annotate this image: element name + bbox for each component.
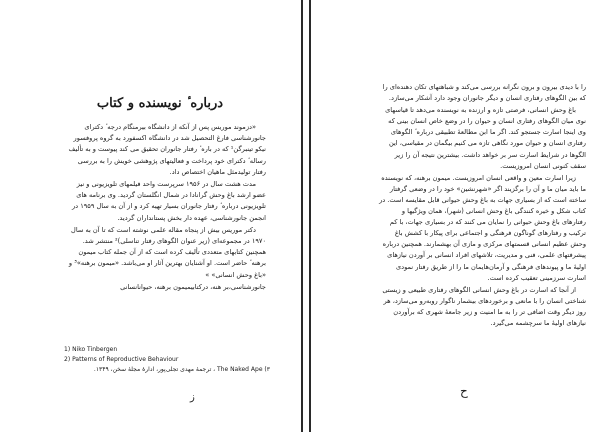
paragraph: زیرا اسارت معین و واقعی انسان امروزیست. میمون برهنه، که نویسنده ما باید میان ما و آن را برگزیند اگر «شهرنشین» خود را در وضعی گرفتار ساخته است که از بسیاری جهات به باغ وحش حیوانی قابل مقایسه است. در کتاب شکل و خیره کنندگی باغ وحش انسانی (شهر)، همان ویژگیها و رفتارهای باغ وحش حیوانی را نمایان می کنند که در بسیاری جهات، با کم ترکیب و رفتارهای گوناگون فرهنگی و اجتماعی برای پیکار با کشش باغ وحش عظیم انسانی قسمتهای مرکزی و مازی آن بهشمارند. همچنین درباره پیشرفتهای علمی، فنی و مدیریت، تلاشهای افراد انسانی بر آوردن نیازهای اولیهٔ ما و پیوندهای فرهنگی و آرمان‌هایمان ما را از طریق رفتار نمودی اسارت سرزمینی تعقیب کرده است. xyxy=(379,173,586,282)
section-heading: درباره ٔ نویسنده و کتاب xyxy=(96,96,224,111)
left-body-text xyxy=(66,122,266,294)
footnote: 2) Patterns of Reproductive Behaviour xyxy=(64,356,179,363)
paragraph: مدت هشت سال در ۱۹۵۶ سرپرست واحد فیلمهای تلویزیونی و نیز عضو ارشد باغ وحش گرانادا در شمال انگلستان گردید. وی برنامه های تلویزیونی درباره ٔ رفتار جانوران بسیار تهیه کرد و از آن به سال ۱۹۵۹ در انجمن جانورشناسی، عهده دار بخش پستانداران گردید. xyxy=(72,180,266,222)
right-body-text xyxy=(378,82,586,330)
page-number: ز xyxy=(190,392,195,403)
paragraph: از آنجا که اسارت در باغ وحش انسانی الگوهای رفتاری طبیعی و زیستی شناختی انسان را با مانعی و برخوردهای بیشمار ناگوار روبه‌رو می‌سازد، هر روز دیگر وقت اضافی تر را به ما امنیت و زیر جامعهٔ شهری که برآوردن نیازهای اولیهٔ ما سرچشمه می‌گیرد. xyxy=(382,285,586,327)
page-number: ح xyxy=(460,384,468,398)
gutter-divider xyxy=(309,0,311,432)
footnote: ۳) The Naked Ape ، ترجمهٔ مهدی تجلی‌پور، ادارهٔ مجلهٔ سخن، ۱۳۴۹. xyxy=(93,366,270,373)
paragraph: باغ وحش انسانی، فرصتی تازه و ارزنده به نویسنده می‌دهد تا قیاسهای نوی میان الگوهای رفتاری انسان و حیوان را در وضع خاص انسان بینی که وی اینجا اسارت جستجو کند. اگر ما ابن مطالعهٔ تطبیقی درباره ٔ الگوهای رفتاری انسان و حیوان مورد نگاهی تازه می کنیم بیگمان در مقیاسی، این الگوها در شرایط اسارت سر بر خواهد داشت. بیشترین نتیجه آن را زیر سقف کنونی انسان امروزیست. xyxy=(385,106,586,170)
footnotes xyxy=(64,345,270,375)
paragraph: «دزموند موریس پس از آنکه از دانشگاه بیرمنگام درجه ٔ دکترای جانورشناسی فارغ التحصیل شد در دانشگاه اکسفورد به گروه پروفسور نیکو تینبرگن¹ که در باره ٔ رفتار جانوران تحقیق می کند پیوست و به تألیف رساله ٔ دکترای خود پرداخت و فعالیتهای پژوهشی خویش را به بررسی رفتار تولیدمثل ماهیان اختصاص داد. xyxy=(68,123,266,176)
right-page xyxy=(312,0,616,432)
paragraph: دکتر موریس بیش از پنجاه مقاله علمی نوشته است که تا آن به سال ۱۹۷۰ در مجموعه‌ای (زیر عنوان الگوهای رفتار تناسلی)² منتشر شد. همچنین کتابهای متعددی تألیف کرده است که از آن جمله کتاب میمون برهنه ٔ حاضر است. او آشنایان بهترین آثار او می‌باشد. «میمون برهنه»³ و «باغ وحش انسانی» » xyxy=(68,225,266,279)
left-page xyxy=(0,0,301,432)
footnote: 1) Niko Tinbergen xyxy=(64,346,118,353)
paragraph: جانورشناسی،بر هنه، درکتابیمیمون برهنه، حیوانانسانی xyxy=(120,282,266,291)
gutter-divider xyxy=(301,0,303,432)
paragraph: را با دیدی بیرون و برون نگرانه بررسی می‌کند و شباهتهای تکان دهنده‌ای را که بین الگوهای رفتاری انسان و دیگر جانوران وجود دارد آشکار می‌سازد. xyxy=(382,83,586,103)
